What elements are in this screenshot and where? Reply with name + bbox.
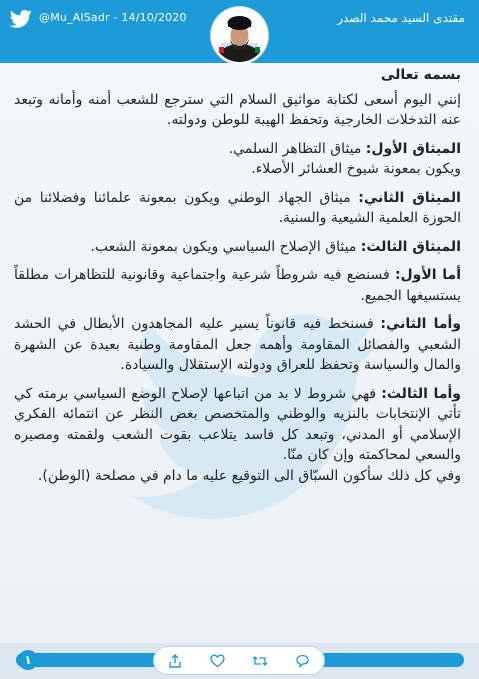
basmala: بسمه تعالى [380, 67, 461, 83]
retweet-icon[interactable] [251, 652, 269, 670]
action-bar [154, 647, 324, 674]
tweet-card [0, 63, 479, 643]
charter-1-text: ميثاق التظاهر السلمي. [228, 140, 366, 157]
intro-paragraph: إنني اليوم أسعى لكتابة مواثيق السلام التي سترجع للشعب أمنه وأمانه وتبعد عنه التدخلات الخارجية وتحفظ الهيبة للوطن ودولته. [14, 91, 461, 128]
avatar[interactable] [211, 7, 268, 64]
tweet-footer [0, 643, 479, 679]
third-label: وأما الثالث: [381, 385, 461, 402]
second-label: وأما الثاني: [380, 316, 461, 332]
third-section [14, 384, 461, 487]
page-number: ١ [18, 650, 38, 670]
tweet-body [14, 65, 461, 494]
third-text: فهي شروط لا بد من اتباعها لإصلاح الوضع السياسي برمته كي تأتي الإنتخابات بالنزيه والوطني والمتخصص بغض النظر عن انتمائه الفكري الإسلامي أو المدني، وتبعد كل فاسد يتلاعب بقوت الشعب ولقمته ومصيره والسعي لمحاكمته وإن كان منّا. [14, 385, 461, 463]
charter-1 [14, 139, 461, 180]
account-name[interactable]: مقتدى السيد محمد الصدر [337, 11, 465, 25]
charter-1-note: ويكون بمعونة شيوخ العشائر الأصلاء. [251, 161, 461, 177]
second-section [14, 314, 461, 376]
reply-icon[interactable] [294, 652, 312, 670]
charter-2-label: الميثاق الثاني: [358, 189, 461, 206]
first-text: فسنضع فيه شروطاً شرعية واجتماعية وقانونية للتظاهرات مطلقاً يستسيغها الجميع. [14, 267, 461, 304]
first-label: أما الأول: [394, 267, 461, 283]
charter-3-label: الميثاق الثالث: [360, 238, 461, 255]
heart-icon[interactable] [209, 652, 227, 670]
charter-3 [14, 237, 461, 258]
second-text: فسنخط فيه قانوناً يسير عليه المجاهدون الأبطال في الحشد الشعبي والفصائل المقاومة وأهمه جعل المقاومة وطنية بعيدة عن الشهرة والمال والسياسة وتحفظ للعراق ودولته الإستقلال والسيادة. [14, 316, 461, 373]
twitter-bird-icon [10, 9, 32, 29]
charter-1-label: الميثاق الأول: [365, 140, 461, 157]
charter-2-text: ميثاق الجهاد الوطني ويكون بمعونة علمائنا وفضلائنا من الحوزة العلمية الشيعية والسنية. [14, 189, 461, 226]
first-section [14, 265, 461, 306]
avatar-portrait [213, 9, 266, 62]
charter-2 [14, 188, 461, 229]
tweet-handle-date[interactable]: @Mu_AlSadr - 14/10/2020 [39, 11, 187, 24]
charter-3-text: ميثاق الإصلاح السياسي ويكون بمعونة الشعب. [90, 238, 361, 255]
closing-text: وفي كل ذلك سأكون السبّاق الى التوقيع عليه ما دام في مصلحة (الوطن). [37, 467, 461, 484]
share-icon[interactable] [166, 652, 184, 670]
